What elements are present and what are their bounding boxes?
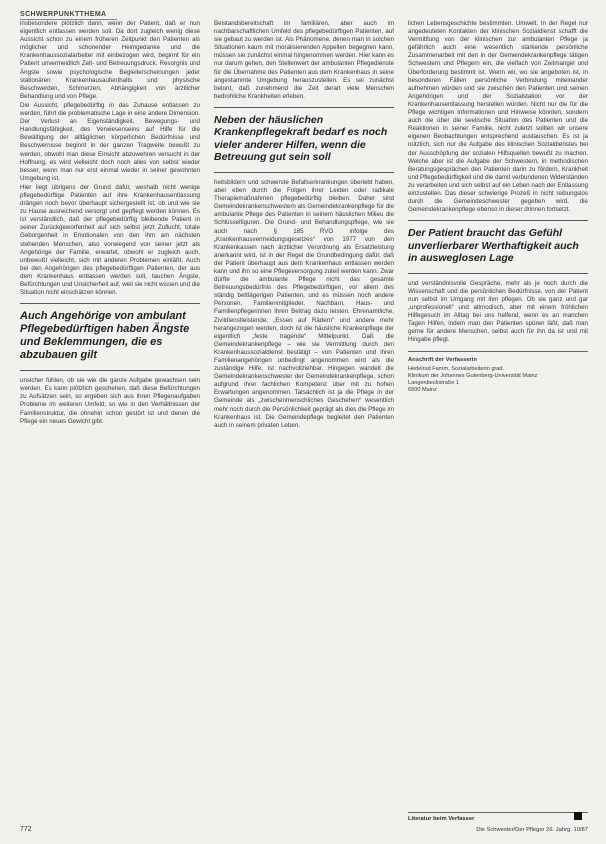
- paragraph: Die Aussicht, pflegebedürftig in das Zuhause entlassen zu werden, führt die problematische Lage in eine andere Dimension. Der Verlust an Eigenständigkeit, Bewegungs- und Handlungsfähigkeit, des Verwiesenseins auf Hilfe für die Bewältigung der alltäglichen körperlichen Bedürfnisse und Beschwernisse beginnt in der ganzen Tragweite bewußt zu werden, obwohl man diese Einsicht abzuwehren versucht in der Hoffnung, es wird vielleicht doch noch alles von selbst wieder besser, wenn man nur erst einmal wieder in seiner gewohnten Umgebung ist.: [20, 101, 200, 182]
- paragraph: Hier liegt übrigens der Grund dafür, weshalb nicht wenige pflegebedürftige Patienten auf ihre Krankenhausentlassung drängen noch bevor überhaupt sichergestellt ist, ob und wie sie zu Hause ausreichend versorgt und gepflegt werden können. Es ist verständlich, daß der pflegebedürftig bleibende Patient in seiner Zurückgeworfenheit auf sich selbst jetzt Zuflucht, totale Geborgenheit in Emotionalen von den ihm am nächsten stehenden Menschen, also vorwiegend von seiner jetzt als Angehörige der Familie, erwartet, obwohl er zugleich auch, unbewußt vielleicht, sich mit anderen Problemen einläßt. Auch bei den Angehörigen des pflegebedürftigen Patienten, der aus dem Krankenhaus entlassen werden soll, tauchen Ängste, Befürchtungen und Unsicherheit auf, weil sie nicht wissen und die Situation nicht einschätzen können.: [20, 183, 200, 297]
- author-address-line: Langenbeckstraße 1: [408, 379, 459, 386]
- page-number: 772: [20, 826, 32, 833]
- pull-quote: Neben der häuslichen Krankenpflegekraft bedarf es noch vieler anderer Hilfen, wenn die Betreuung gut sein soll: [214, 107, 394, 173]
- column-2: [214, 20, 394, 431]
- paragraph: lichen Lebensgeschichte bestimmten. Umwelt. In der Regel nur angedeuteten Kontakten der klinischen Sozialdienst schafft die Vermittlung von der klinischen zur ambulanten Pflege ja gefährlich auch eine wesentlich stärkende persönliche Zusammenarbeit mit den in der Gemeindekrankenpflege tätigen Schwestern und Pflegern ein, die vielfach von Zeitmangel und Überforderung bestimmt ist. Wenn wir, wo sie angeboten ist, in besonderen Fällen persönliche Verbindung miteinander aufnehmen würden und sie zwischen den Patienten und seinen Angehörigen und der Sozialstation vor der Krankenhausentlassung herstellen würden. Nicht nur die für die Pflege wichtigen Informationen und Hinweise könnten, sondern auch die über die seelische Situation des Patienten und die Reaktionen in seiner Familie, nicht zuletzt sollten wir unsere eigenen Beobachtungen entsprechend austauschen. Es ist ja nützlich, sich nur die Aufgabe des klinischen Sozialdienstes bei der Ausschöpfung der sozialen Hilfsquellen bewußt zu machen. Welche aber ist die Aufgabe der Schwestern, in methodischen Beratungsgesprächen den Patienten darin zu fördern, Krankheit und Pflegebedürftigkeit und die damit verbundenen Widerständen zu verarbeiten und sich selbst auf ein Leben nach der Entlassung einzustellen. Das dieser schwierige Prozeß in nicht reibungslos durch die Gemeindeschwester gegeben wird, die Gemeindekrankenpflege ebenso in dieser drinnen fortsetzt.: [408, 20, 588, 214]
- paragraph: heitsbildern und schwerste Befallserkrankungen überlebt haben, aber eben durch die Folgen ihrer Leiden oder radikale Therapiemaßnahmen pflegebedürftig bleiben. Daher sind Gemeindekrankenschwestern als Gemeindekrankenpflege für die ambulante Pflege des Patienten in seinem häuslichen Milieu die Schlüsselfiguren. Die Grund- und Behandlungspflege, wie sie auch nach § 185 RVO infolge des „Krankenhausvermeidungsgesetzes“ von 1977 von den Krankenkassen nach ärztlicher Verordnung als Ersatzleistung anerkannt wird, ist in der Regel die Grundbedingung dafür, daß der Patient überhaupt aus dem Krankenhaus entlassen werden kann und ihn so eine Pflegeversorgung zuteil werden kann. Zwar dürfte die ambulante Pflege nicht das gesamte Betreuungsbedürfnis des Pflegebedürftigen, vor allem des ständig bettlägerigen Patienten, und es müssen noch andere Personen, Familienmitglieder, Nachbarn, Haus- und Familienpflegerinnen ihren Beitrag dazu leisten. Ehrenamtliche, Zivildienstleistende, „Essen auf Rädern“ und andere mehr herangezogen werden, doch ist die häusliche Krankenpflege der eigentlich „feste tragende“ Mittelpunkt. Daß die Gemeindekrankenpflege – wie sie Vermittlung durch den Krankenhaussozialdienst bestätigt – von Patienten und ihren Familienangehörigen unbedingt angenommen wird als die zuständige Hilfe, ist nachvollziehbar. Hingegen wandelt die Gemeindekrankenschwester der Gemeindekrankenpflege, schon aufgrund ihrer fachlichen Kompetenz über mit zu hohen Erwartungen angenommen. Tatsächlich ist ja die Pflege in der Gemeinde als „zwischenmenschliches Geschehen“ wesentlich mehr noch durch die Persönlichkeit geprägt als dies die Pflege im Krankenhaus ist. Die Gemeindepflege begleitet den Patienten auch in seinem privaten Leben.: [214, 178, 394, 429]
- author-name: Hedelrud Famm, Sozialarbeiterin grad.: [408, 365, 505, 372]
- column-3: [408, 20, 588, 394]
- divider: [408, 351, 588, 352]
- author-address-line: Klinikum der Johannes Gutenberg-Universität Mainz: [408, 372, 538, 379]
- literature-note: [408, 812, 588, 822]
- pull-quote: Auch Angehörige von ambulant Pflegebedürftigen haben Ängste und Beklemmungen, die es abzubauen gilt: [20, 303, 200, 371]
- column-1: [20, 20, 200, 427]
- pull-quote: Der Patient braucht das Gefühl unverlierbarer Werthaftigkeit auch in ausweglosen Lage: [408, 220, 588, 274]
- end-mark: [574, 812, 582, 820]
- paragraph: Beistandsbereitschaft im familiären, aber auch im nachbarschaftlichen Umfeld des pflegebedürftigen Patienten, auf sie gebaut zu werden ist. Als Phänomene, denen man in solchen Situationen kaum mit moralisierenden Appellen begegnen kann, müssen sie zunächst einmal hingenommen werden. Hier kann es nur darum gehen, den Stellenwert der ambulanten Pflegedienste für die Übernahme des Patienten aus dem Krankenhaus in seine angestammte Umgebung herauszustellen. Es sei zunächst betont, daß zunehmend die Zeit derart viele Menschen bedrohliche Krankheiten erleben.: [214, 20, 394, 100]
- paragraph: unsicher fühlen, ob sie wie die ganze Aufgabe gewachsen sein werden. Es kann plötzlich geschehen, daß diese Befürchtungen zu Aufsätzen sein, so ergeben sich aus ihren Pflegenaufgaben Probleme im weiteren Umfeld, so wie in den Verhältnissen der Familienstruktur, die ohnehin schon gestört ist und denen die Pflege ein neues Gewicht gibt.: [20, 377, 200, 425]
- literature-text: Literatur beim Verfasser: [408, 816, 475, 822]
- author-address-line: 6500 Mainz: [408, 386, 437, 393]
- journal-reference: Die Schwester/Der Pfleger 26. Jahrg. 10/87: [476, 827, 588, 833]
- paragraph: und verständnisvolle Gespräche, mehr als je noch durch die Wissenschaft und die persönlichen Bedürfnisse, von der Patient nun selbst im Umgang mit ihm pflegen. Ob sie ganz und gar „unprofessionell“ und altmodisch, aber mit einem fröhlichen Hilfegesuch im Alltag bei uns helfend, wenn es an manchen Tagen Hilfen, indem man den Patienten spüren läßt, daß man gerne für andere Menschen, selbst auch für ihn da ist und mit Hingabe pflegt.: [408, 279, 588, 344]
- author-label: Anschrift der Verfasserin: [408, 356, 477, 363]
- paragraph: insbesondere plötzlich dann, wenn der Patient, daß er nun eigentlich entlassen werden soll. Da dort zugleich wenig diese Aussicht schon zu einem früheren Zeitpunkt den Patienten als möglicher und schonender Heimgedanke und die Krankenhaussozialarbeiter mit einbezogen wird, beginnt für ein Patient unvermeidlich Zeit- und Betreuungsdruck. Resorgnis und Ängste sowie psychologische Begleiterscheinungen jeder stationären Krankenhausaufenthalts und physische Beschwerden, Schmerzen, Abhängigkeit von ärztlicher Behandlung und von Pflege.: [20, 20, 200, 100]
- section-tag: SCHWERPUNKTTHEMA: [20, 11, 117, 20]
